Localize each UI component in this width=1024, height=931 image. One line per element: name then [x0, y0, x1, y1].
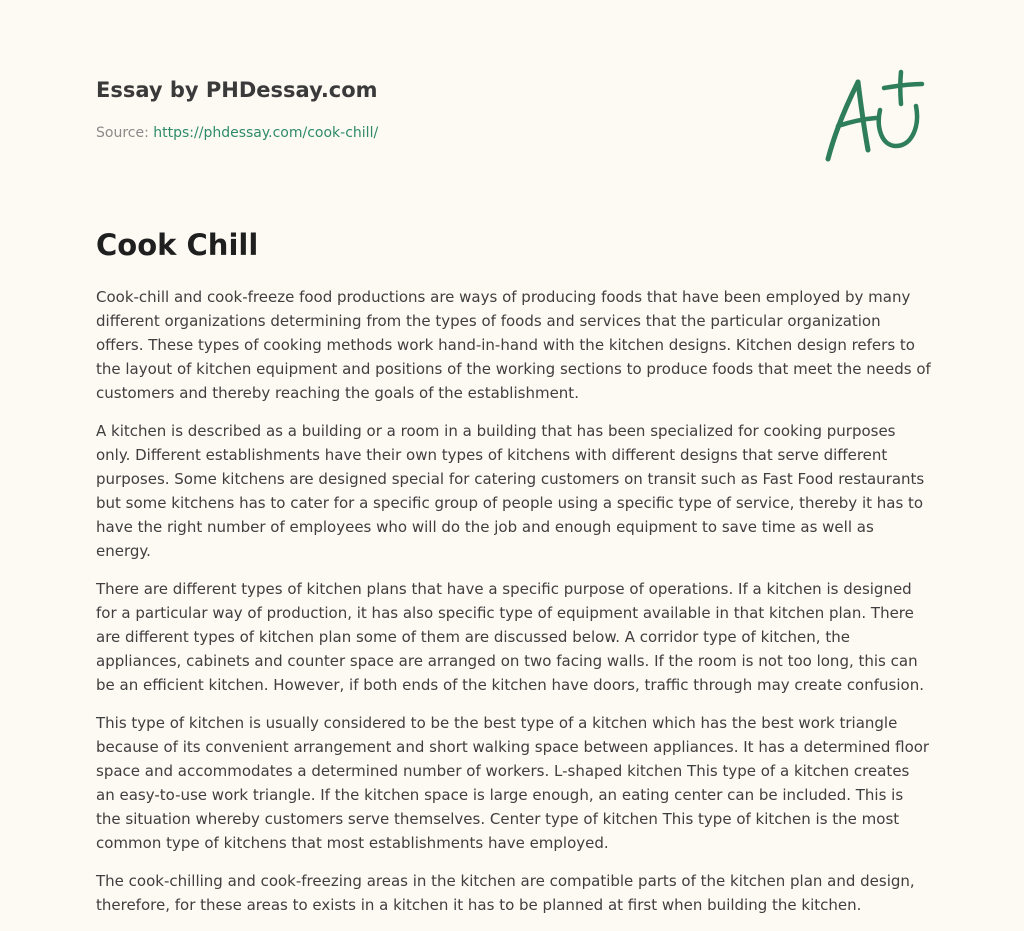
essay-paragraph: A kitchen is described as a building or a room in a building that has been specialized for cooking purposes only. Different establishments have their own types of kitchens with different designs that serve different purposes. Some kitchens are designed special for catering customers on transit such as Fast Food restaurants but some kitchens has to cater for a specific group of people using a specific type of service, thereby it has to have the right number of employees who will do the job and enough equipment to save time as well as energy.	[96, 422, 925, 560]
source-link[interactable]: https://phdessay.com/cook-chill/	[153, 125, 379, 141]
a-plus-grade-icon	[818, 64, 934, 168]
essay-paragraph: This type of kitchen is usually considered to be the best type of a kitchen which has the best work triangle because of its convenient arrangement and short walking space between appliances. It has a determined floor space and accommodates a determined number of workers. L-shaped kitchen This type of a kitchen creates an easy-to-use work triangle. If the kitchen space is large enough, an eating center can be included. This is the situation whereby customers serve themselves. Center type of kitchen This type of kitchen is the most common type of kitchens that most establishments have employed.	[96, 714, 930, 852]
essay-paragraph: The cook-chilling and cook-freezing areas in the kitchen are compatible parts of the kitchen plan and design, therefore, for these areas to exists in a kitchen it has to be planned at first when building the kitchen.	[96, 872, 915, 914]
page-title: Cook Chill	[96, 228, 259, 262]
source-label: Source:	[96, 125, 149, 141]
essay-paragraph: Cook-chill and cook-freeze food productions are ways of producing foods that have been employed by many different organizations determining from the types of foods and services that the particular organization offers. These types of cooking methods work hand-in-hand with the kitchen designs. Kitchen design refers to the layout of kitchen equipment and positions of the working sections to produce foods that meet the needs of customers and thereby reaching the goals of the establishment.	[96, 288, 931, 402]
essay-header	[96, 76, 796, 143]
essay-paragraph: There are different types of kitchen plans that have a specific purpose of operations. If a kitchen is designed for a particular way of production, it has also specific type of equipment available in that kitchen plan. There are different types of kitchen plan some of them are discussed below. A corridor type of kitchen, the appliances, cabinets and counter space are arranged on two facing walls. If the room is not too long, this can be an efficient kitchen. However, if both ends of the kitchen have doors, traffic through may create confusion.	[96, 580, 924, 694]
source-line	[96, 123, 796, 143]
essay-body	[96, 285, 932, 931]
site-title: Essay by PHDessay.com	[96, 78, 378, 102]
